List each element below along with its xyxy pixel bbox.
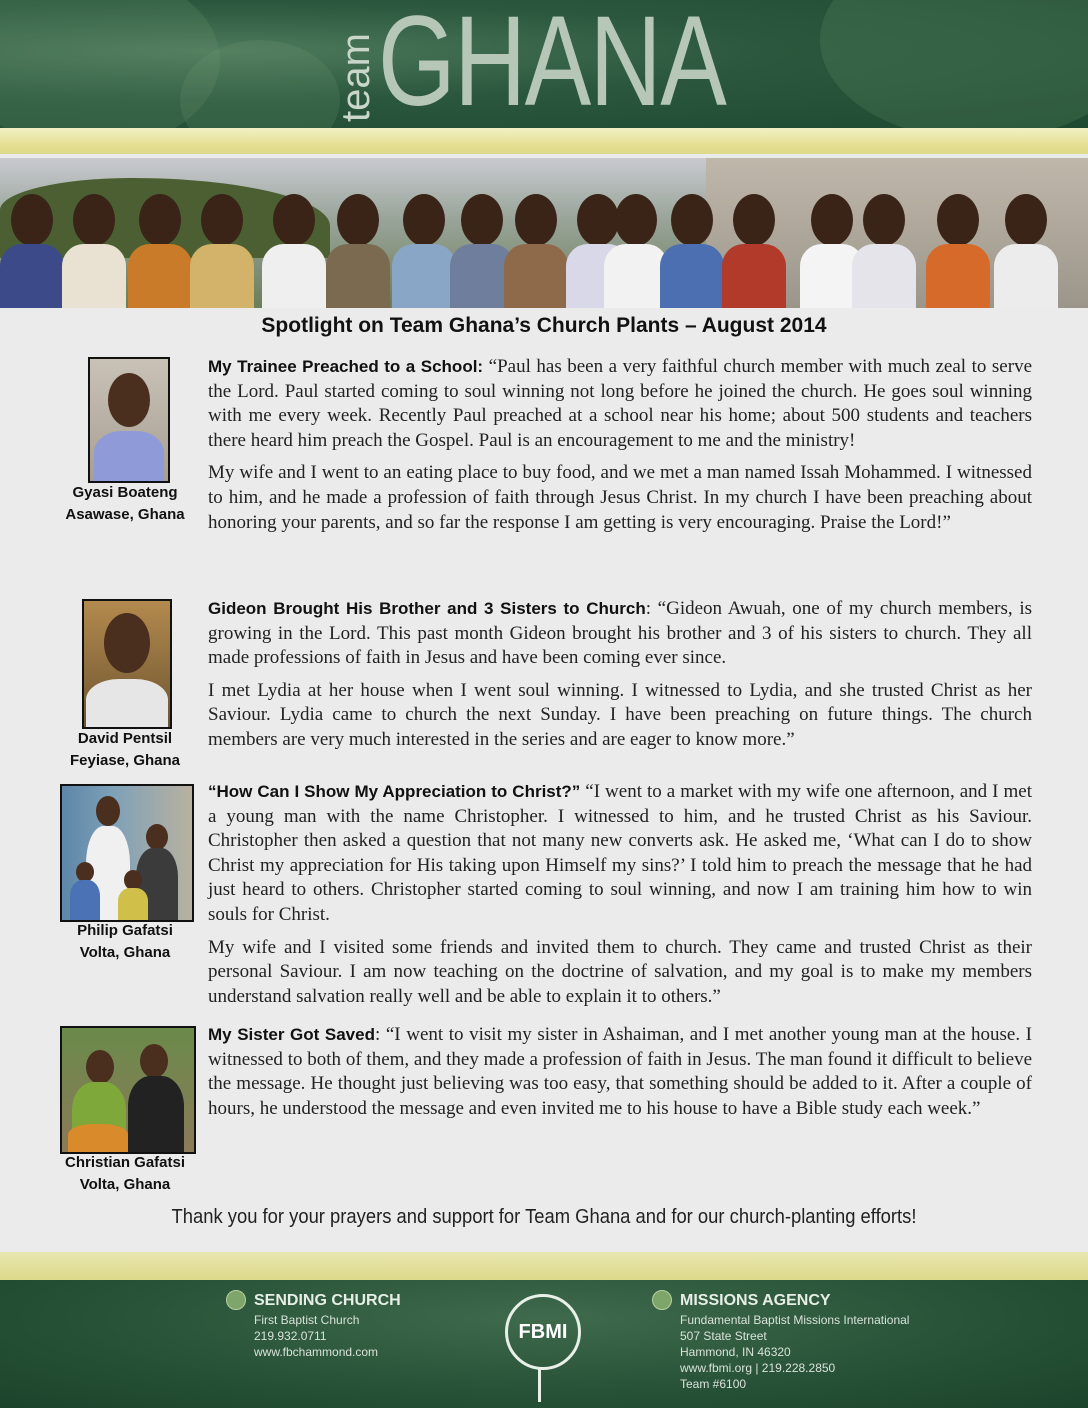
caption-name: Gyasi Boateng bbox=[72, 484, 178, 501]
caption-name: Philip Gafatsi bbox=[77, 922, 173, 939]
fbmi-logo-stem bbox=[538, 1368, 541, 1402]
sending-church-heading: SENDING CHURCH bbox=[254, 1292, 401, 1309]
thank-you-line: Thank you for your prayers and support for Team Ghana and for our church-planting efforts! bbox=[171, 1206, 917, 1228]
footer-stripe bbox=[0, 1252, 1088, 1280]
story-paragraph: My Sister Got Saved: “I went to visit my sister in Ashaiman, and I met another young man at the house. I witnessed to both of them, and they made a profession of faith in Jesus. The man found it difficult to believe the message. He thought just believing was too easy, that something should be added to it. After a couple of hours, he understood the message and even invited me to his house to have a Bible study each week.” bbox=[208, 1024, 1033, 1119]
fbmi-logo: FBMI bbox=[505, 1294, 581, 1370]
caption-christian-gafatsi bbox=[60, 1152, 190, 1196]
caption-name: Christian Gafatsi bbox=[64, 1154, 186, 1171]
story-paragraph: My wife and I went to an eating place to buy food, and we met a man named Issah Mohammed. I witnessed to him, and he made a profession of faith through Jesus Christ. In my church I have been preaching about honoring your parents, and so far the response I am getting is very encouraging. Praise the Lord!” bbox=[208, 462, 1032, 533]
story-heading: “How Can I Show My Appreciation to Christ?” bbox=[208, 782, 581, 801]
team-word: team bbox=[333, 33, 378, 122]
story-paragraph: “How Can I Show My Appreciation to Christ?” “I went to a market with my wife one afternoon, and I met a young man with the name Christopher. I witnessed to him, and he trusted Christ as his Saviour. Christopher then asked a question that not many new converts ask. He asked me, ‘What can I do to show Christ my appreciation for His taking upon Himself my sins?’ I told him to preach the message that he had just heard to others. Christopher started coming to soul winning, and now I am training him how to win souls for Christ. bbox=[208, 781, 1032, 925]
sending-church-line: 219.932.0711 bbox=[254, 1329, 327, 1343]
portrait-gyasi-boateng bbox=[88, 357, 170, 483]
missions-agency-line: Fundamental Baptist Missions International bbox=[680, 1313, 910, 1327]
caption-name: David Pentsil bbox=[77, 730, 173, 747]
portrait-david-pentsil bbox=[82, 599, 172, 729]
story-2 bbox=[208, 597, 1032, 761]
caption-place: Asawase, Ghana bbox=[65, 506, 185, 523]
story-paragraph: Gideon Brought His Brother and 3 Sisters to Church: “Gideon Awuah, one of my church members, is growing in the Lord. This past month Gideon brought his brother and 3 of his sisters to church. They all made professions of faith in Jesus and have been coming ever since. bbox=[208, 598, 1033, 669]
caption-david-pentsil bbox=[60, 728, 190, 772]
missions-agency-block bbox=[680, 1292, 909, 1392]
sending-church-line: First Baptist Church bbox=[254, 1313, 360, 1327]
sending-church-icon bbox=[226, 1290, 246, 1310]
missions-agency-link[interactable]: www.fbmi.org | 219.228.2850 bbox=[680, 1361, 836, 1375]
sending-church-block bbox=[254, 1292, 401, 1360]
missions-agency-line: Team #6100 bbox=[680, 1377, 747, 1391]
missions-agency-icon bbox=[652, 1290, 672, 1310]
page-title: Spotlight on Team Ghana’s Church Plants – August 2014 bbox=[261, 314, 827, 337]
story-heading: My Trainee Preached to a School: bbox=[208, 357, 484, 376]
sending-church-link[interactable]: www.fbchammond.com bbox=[254, 1345, 379, 1359]
ghana-word: GHANA bbox=[378, 0, 726, 128]
header-stripe bbox=[0, 128, 1088, 154]
caption-philip-gafatsi bbox=[60, 920, 190, 964]
footer bbox=[0, 1280, 1088, 1408]
portrait-philip-gafatsi bbox=[60, 784, 194, 922]
story-paragraph: My wife and I visited some friends and invited them to church. They came and trusted Christ as their personal Saviour. I am now teaching on the doctrine of salvation, and my goal is to make my members understand salvation really well and be able to explain it to others.” bbox=[208, 936, 1032, 1007]
story-4 bbox=[208, 1023, 1032, 1129]
story-3 bbox=[208, 780, 1032, 1017]
caption-gyasi-boateng bbox=[60, 482, 190, 526]
caption-place: Feyiase, Ghana bbox=[69, 752, 181, 769]
caption-place: Volta, Ghana bbox=[79, 1176, 171, 1193]
story-heading: My Sister Got Saved bbox=[208, 1025, 375, 1044]
missions-agency-heading: MISSIONS AGENCY bbox=[680, 1292, 831, 1309]
story-paragraph: My Trainee Preached to a School: “Paul has been a very faithful church member with much zeal to serve the Lord. Paul started coming to soul winning not long before he joined the church. He goes soul winning with me every week. Recently Paul preached at a school near his home; about 500 students and teachers there heard him preach the Gospel. Paul is an encouragement to me and the ministry! bbox=[208, 356, 1033, 451]
portrait-christian-gafatsi bbox=[60, 1026, 196, 1154]
group-photo bbox=[0, 158, 1088, 308]
story-heading: Gideon Brought His Brother and 3 Sisters to Church bbox=[208, 599, 646, 618]
caption-place: Volta, Ghana bbox=[79, 944, 171, 961]
story-1 bbox=[208, 355, 1032, 543]
header-banner bbox=[0, 0, 1088, 128]
missions-agency-line: 507 State Street bbox=[680, 1329, 767, 1343]
story-paragraph: I met Lydia at her house when I went soul winning. I witnessed to Lydia, and she trusted Christ as her Saviour. Lydia came to church the next Sunday. I have been preaching on future things. The church members are very much interested in the series and are eager to know more.” bbox=[208, 679, 1032, 750]
missions-agency-line: Hammond, IN 46320 bbox=[680, 1345, 791, 1359]
